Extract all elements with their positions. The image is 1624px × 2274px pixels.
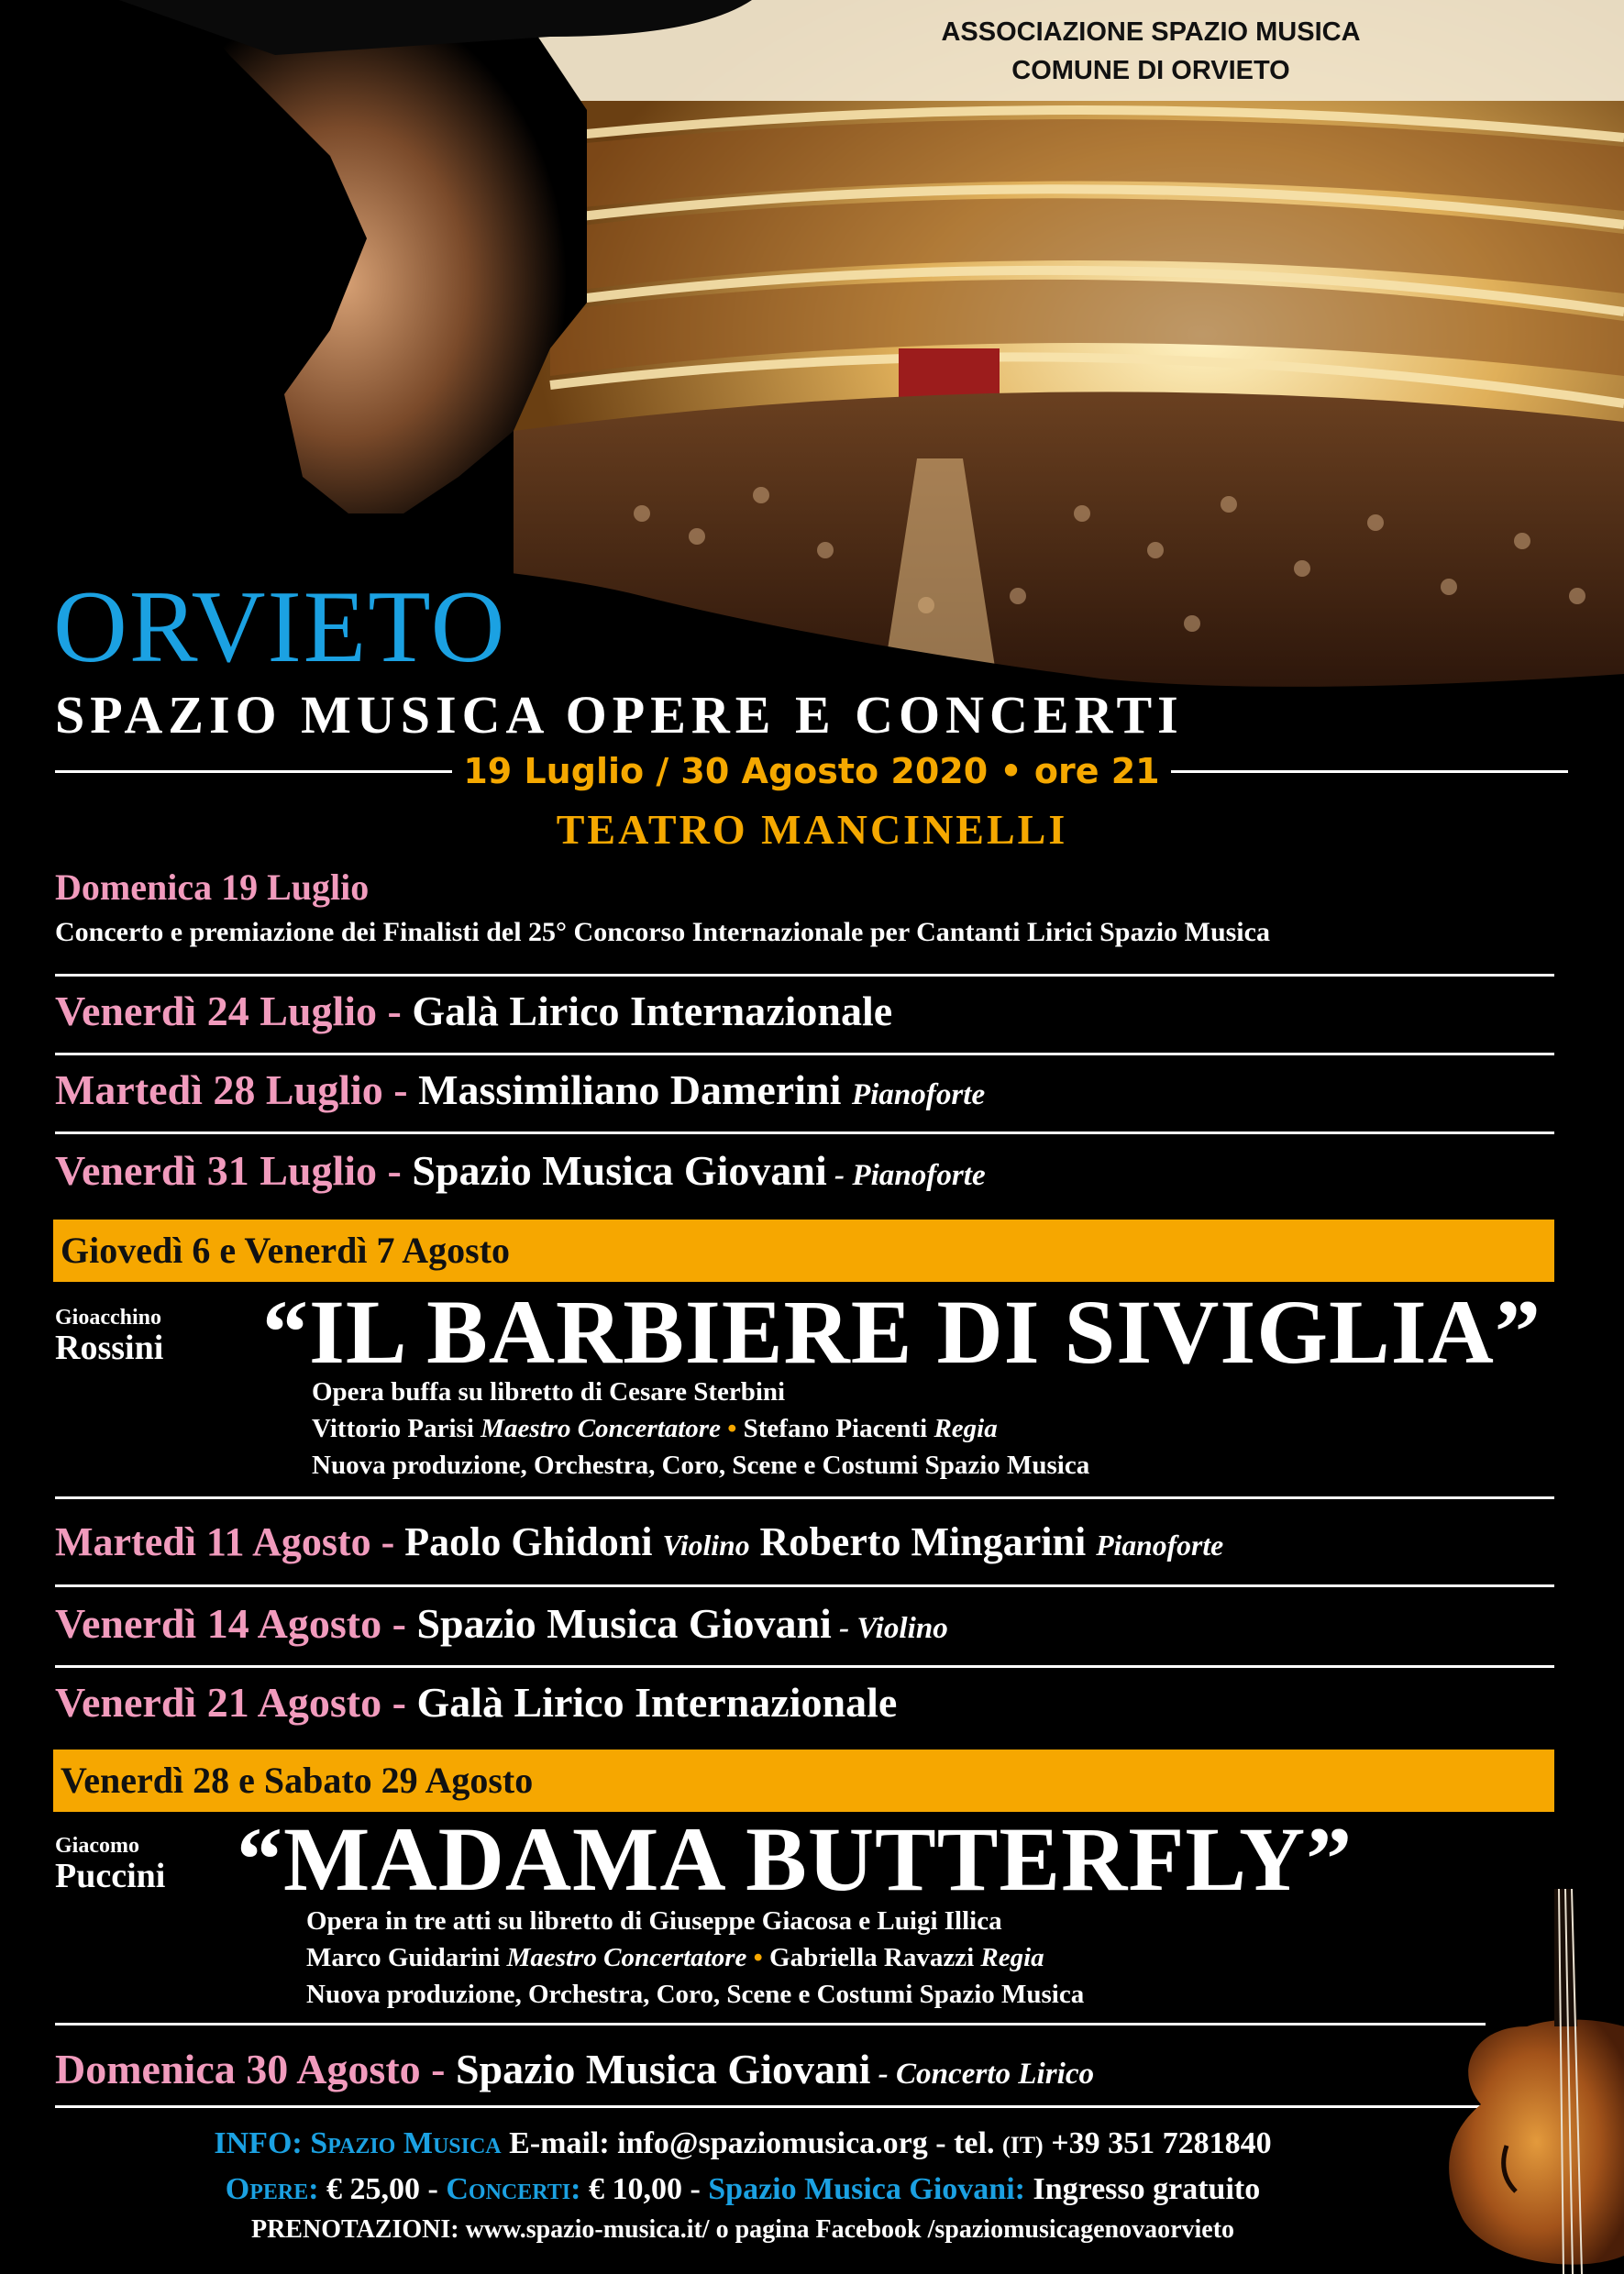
opera-1-staff: Vittorio Parisi Maestro Concertatore • Stefano Piacenti Regia: [312, 1414, 998, 1443]
divider: [55, 1496, 1554, 1499]
city-title: ORVIETO: [53, 570, 507, 684]
divider: [55, 974, 1554, 977]
divider: [55, 1053, 1554, 1055]
event-3: Martedì 28 Luglio - Massimiliano Damerini Pianoforte: [55, 1066, 986, 1113]
opera-1-credits: [312, 1374, 1089, 1484]
event-1-day: Domenica 19 Luglio: [55, 867, 370, 908]
opera-1-date-band: Giovedì 6 e Venerdì 7 Agosto: [53, 1220, 1554, 1282]
venue: TEATRO MANCINELLI: [556, 806, 1068, 853]
divider: [55, 2023, 1486, 2026]
opera-2-libretto: Opera in tre atti su libretto di Giuseppe Giacosa e Luigi Illica: [306, 1906, 1002, 1936]
phone-number[interactable]: +39 351 7281840: [1051, 2126, 1272, 2160]
info-prices-line: Opere: € 25,00 - Concerti: € 10,00 - Spazio Musica Giovani: Ingresso gratuito: [225, 2172, 1261, 2206]
event-4: Venerdì 31 Luglio - Spazio Musica Giovani - Pianoforte: [55, 1147, 986, 1194]
info-footer: [55, 2122, 1431, 2248]
event-2: Venerdì 24 Luglio - Galà Lirico Internazionale: [55, 988, 893, 1034]
event-1-description: Concerto e premiazione dei Finalisti del 25° Concorso Internazionale per Cantanti Lirici Spazio Musica: [55, 917, 1270, 947]
opera-2-composer: Giacomo Puccini: [55, 1834, 166, 1895]
opera-2-credits: [306, 1903, 1084, 2013]
email-link[interactable]: E-mail: info@spaziomusica.org: [509, 2126, 928, 2160]
divider: [55, 1584, 1554, 1587]
opera-2-production: Nuova produzione, Orchestra, Coro, Scene e Costumi Spazio Musica: [306, 1980, 1085, 2009]
opera-1-libretto: Opera buffa su libretto di Cesare Sterbini: [312, 1377, 786, 1407]
organizer-line-2: COMUNE DI ORVIETO: [1011, 56, 1290, 85]
divider: [55, 2105, 1486, 2108]
date-line: [55, 750, 1568, 796]
opera-1-production: Nuova produzione, Orchestra, Coro, Scene e Costumi Spazio Musica: [312, 1451, 1090, 1480]
opera-1-composer: Gioacchino Rossini: [55, 1306, 164, 1367]
event-6: Venerdì 14 Agosto - Spazio Musica Giovani - Violino: [55, 1600, 948, 1647]
divider: [55, 1665, 1554, 1668]
booking-line[interactable]: PRENOTAZIONI: www.spazio-musica.it/ o pagina Facebook /spaziomusicagenovaorvieto: [250, 2215, 1235, 2244]
organizer-block: [830, 13, 1472, 90]
opera-2-staff: Marco Guidarini Maestro Concertatore • Gabriella Ravazzi Regia: [306, 1943, 1044, 1972]
opera-2-date-band: Venerdì 28 e Sabato 29 Agosto: [53, 1750, 1554, 1812]
divider: [55, 1131, 1554, 1134]
event-8: Domenica 30 Agosto - Spazio Musica Giovani - Concerto Lirico: [55, 2046, 1095, 2092]
violin-icon: [1417, 1889, 1624, 2274]
event-7: Venerdì 21 Agosto - Galà Lirico Internazionale: [55, 1679, 898, 1726]
festival-dates: 19 Luglio / 30 Agosto 2020 • ore 21: [452, 751, 1170, 791]
organizer-line-1: ASSOCIAZIONE SPAZIO MUSICA: [941, 17, 1361, 47]
info-contact-line: INFO: Spazio Musica E-mail: info@spaziomusica.org - tel. (IT) +39 351 7281840: [214, 2126, 1272, 2160]
opera-1-title: “IL BARBIERE DI SIVIGLIA”: [262, 1281, 1541, 1383]
event-5: Martedì 11 Agosto - Paolo Ghidoni Violino Roberto Mingarini Pianoforte: [55, 1519, 1224, 1564]
opera-2-title: “MADAMA BUTTERFLY”: [237, 1808, 1353, 1910]
festival-subtitle: SPAZIO MUSICA OPERE E CONCERTI: [55, 685, 1184, 745]
